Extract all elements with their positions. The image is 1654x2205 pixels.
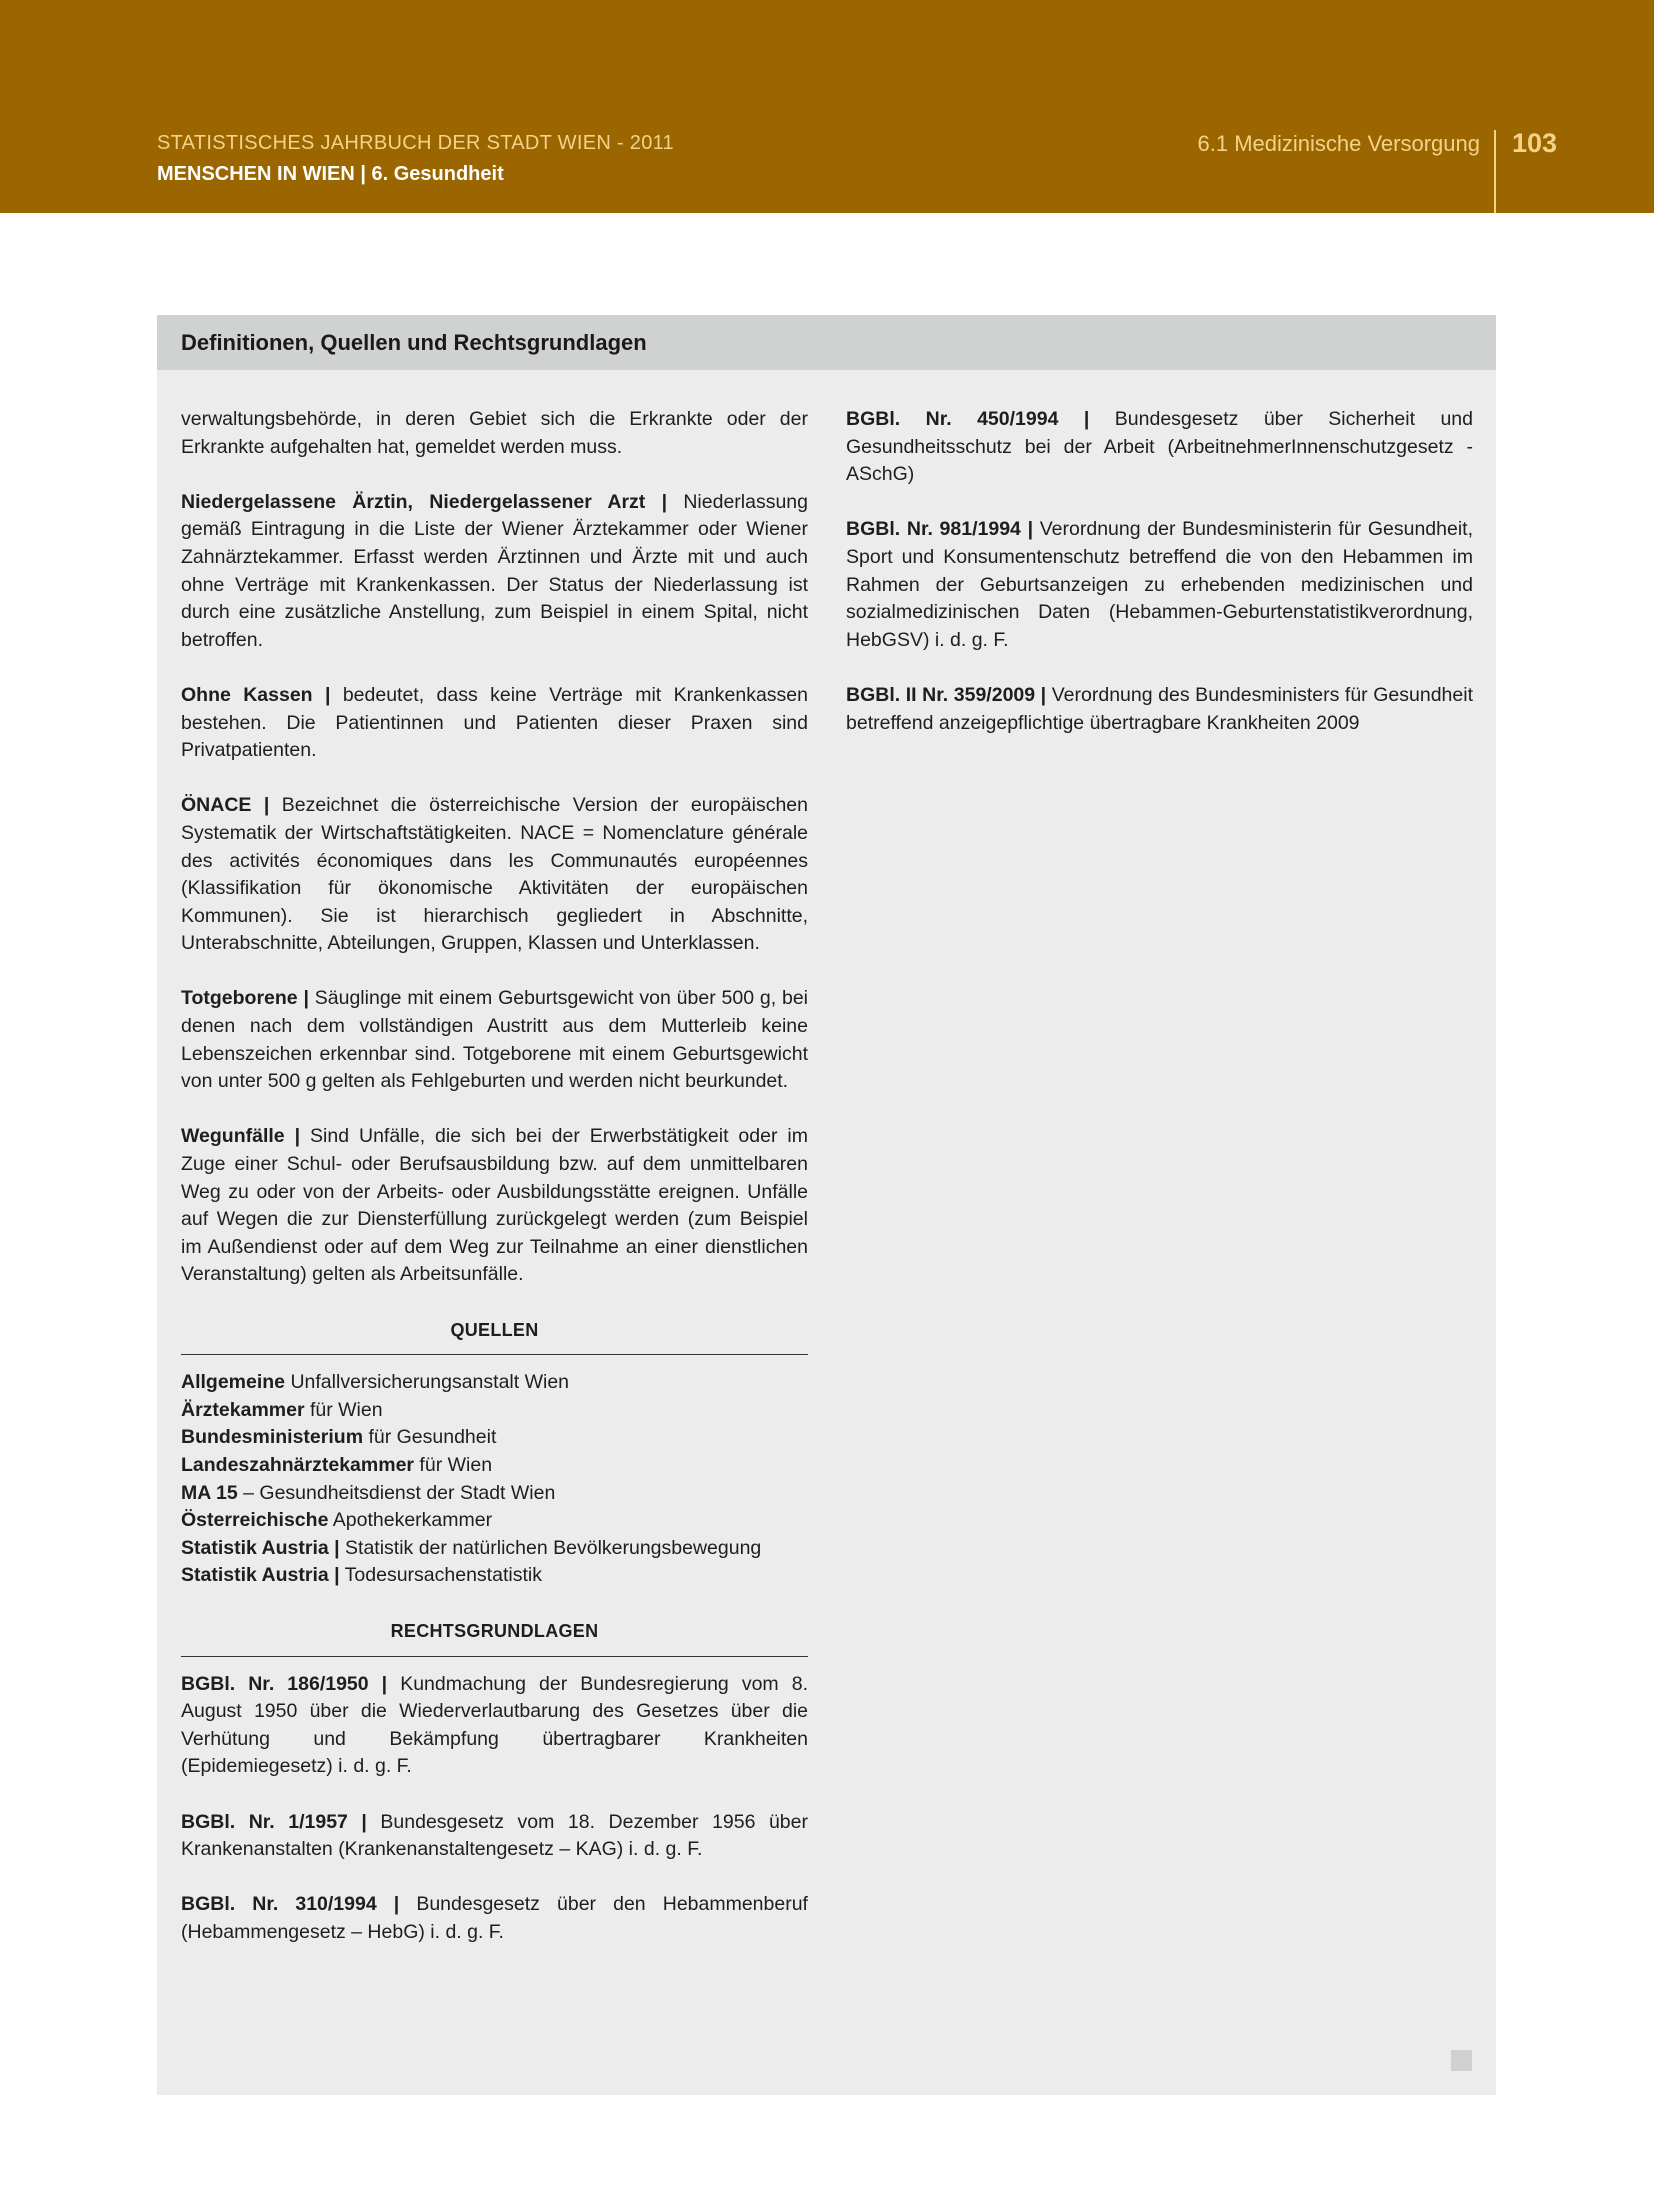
legal-paragraph [181,1891,808,1946]
source-item [181,1397,808,1425]
definition-text: Bezeichnet die österreichische Version der europäischen Systematik der Wirtschaftstätigkeiten. NACE = Nomenclature générale des activités économiques dans les Communautés européennes (Klassifikation für ökonomische Aktivitäten der europäischen Kommunen). Sie ist hierarchisch gegliedert in Abschnitte, Unterabschnitte, Abteilungen, Gruppen, Klassen und Unterklassen. [181,794,808,955]
source-item [181,1424,808,1452]
header-divider [1494,130,1496,213]
legal-paragraph [181,1671,808,1781]
definition-paragraph [181,682,808,765]
left-column [181,406,808,1974]
source-name: Ärztekammer [181,1398,305,1421]
legal-text: Bundesgesetz über den Hebammenberuf (Hebammengesetz – HebG) i. d. g. F. [181,1893,808,1943]
definition-text: Niederlassung gemäß Eintragung in die Liste der Wiener Ärztekammer oder Wiener Zahnärztekammer. Erfasst werden Ärztinnen und Ärzte mit und auch ohne Verträge mit Krankenkassen. Der Status der Niederlassung ist durch eine zusätzliche Anstellung, zum Beispiel in einem Spital, nicht betroffen. [181,490,808,651]
legal-reference: BGBl. Nr. 186/1950 | [181,1672,388,1695]
legal-paragraph [181,1809,808,1864]
legal-paragraph [846,406,1473,489]
source-detail: für Wien [304,1398,383,1421]
right-column [846,406,1473,765]
legal-heading: RECHTSGRUNDLAGEN [181,1618,808,1657]
definition-paragraph [181,985,808,1095]
definition-term: Niedergelassene Ärztin, Niedergelassener Arzt | [181,490,668,513]
sources-heading: QUELLEN [181,1317,808,1356]
definition-term: Ohne Kassen | [181,683,331,706]
definition-term: ÖNACE | [181,794,270,817]
legal-paragraph [846,516,1473,654]
page-header [0,0,1654,213]
legal-reference: BGBl. Nr. 1/1957 | [181,1810,367,1833]
definition-paragraph [181,1123,808,1289]
definition-text: bedeutet, dass keine Verträge mit Krankenkassen bestehen. Die Patientinnen und Patienten dieser Praxen sind Privatpatienten. [181,683,808,762]
definition-term: Wegunfälle | [181,1125,301,1148]
legal-reference: BGBl. II Nr. 359/2009 | [846,683,1047,706]
source-item [181,1507,808,1535]
source-detail: Todesursachenstatistik [339,1564,542,1587]
source-name: Statistik Austria | [181,1536,340,1559]
page-number: 103 [1512,128,1558,158]
definition-text: Säuglinge mit einem Geburtsgewicht von über 500 g, bei denen nach dem vollständigen Austritt aus dem Mutterleib keine Lebenszeichen erkennbar sind. Totgeborene mit einem Geburtsgewicht von unter 500 g gelten als Fehlgeburten und werden nicht beurkundet. [181,987,809,1093]
source-detail: Statistik der natürlichen Bevölkerungsbewegung [339,1536,762,1559]
legal-text: Kundmachung der Bundesregierung vom 8. August 1950 über die Wiederverlautbarung des Gesetzes über die Verhütung und Bekämpfung übertragbarer Krankheiten (Epidemiegesetz) i. d. g. F. [181,1672,808,1778]
legal-text: Verordnung der Bundesministerin für Gesundheit, Sport und Konsumentenschutz betreffend die von den Hebammen im Rahmen der Geburtsanzeigen zu erhebenden medizinischen und sozialmedizinischen Daten (Hebammen-Geburtenstatistikverordnung, HebGSV) i. d. g. F. [846,518,1473,651]
corner-marker [1451,2050,1472,2071]
section-title: 6.1 Medizinische Versorgung [1197,131,1480,156]
definition-paragraph [181,489,808,655]
box-header [157,315,1496,370]
sources-list [181,1369,808,1590]
source-name: Landeszahnärztekammer [181,1453,415,1476]
source-detail: für Wien [414,1453,493,1476]
source-item [181,1452,808,1480]
source-name: Österreichische [181,1509,329,1532]
source-name: Allgemeine [181,1371,286,1394]
source-name: Bundesministerium [181,1426,364,1449]
yearbook-title: STATISTISCHES JAHRBUCH DER STADT WIEN - 2011 [157,132,674,154]
source-name: Statistik Austria | [181,1564,340,1587]
box-title: Definitionen, Quellen und Rechtsgrundlagen [181,330,647,355]
legal-paragraph [846,682,1473,737]
legal-reference: BGBl. Nr. 981/1994 | [846,518,1034,541]
source-item [181,1562,808,1590]
definition-paragraph [181,792,808,958]
source-detail: Apothekerkammer [328,1509,493,1532]
source-name: MA 15 [181,1481,238,1504]
intro-paragraph: verwaltungsbehörde, in deren Gebiet sich die Erkrankte oder der Erkrankte aufgehalten hat, gemeldet werden muss. [181,408,808,458]
legal-text: Verordnung des Bundesministers für Gesundheit betreffend anzeigepflichtige übertragbare Krankheiten 2009 [846,683,1473,734]
legal-text: Bundesgesetz über Sicherheit und Gesundheitsschutz bei der Arbeit (ArbeitnehmerInnenschutzgesetz - ASchG) [846,408,1473,486]
definition-term: Totgeborene | [181,987,309,1010]
legal-text: Bundesgesetz vom 18. Dezember 1956 über Krankenanstalten (Krankenanstaltengesetz – KAG) i. d. g. F. [181,1810,808,1861]
source-item [181,1535,808,1563]
definition-text: Sind Unfälle, die sich bei der Erwerbstätigkeit oder im Zuge einer Schul- oder Berufsausbildung bzw. auf dem unmittelbaren Weg zu oder von der Arbeits- oder Ausbildungsstätte ereignen. Unfälle auf Wegen die zur Diensterfüllung zurückgelegt werden (zum Beispiel im Außendienst oder auf dem Weg zur Teilnahme an einer dienstlichen Veranstaltung) gelten als Arbeitsunfälle. [181,1125,808,1286]
legal-reference: BGBl. Nr. 310/1994 | [181,1893,400,1916]
chapter-subtitle: MENSCHEN IN WIEN | 6. Gesundheit [157,163,504,185]
source-detail: Unfallversicherungsanstalt Wien [285,1371,570,1394]
source-detail: – Gesundheitsdienst der Stadt Wien [237,1481,556,1504]
source-item [181,1480,808,1508]
source-detail: für Gesundheit [363,1426,497,1449]
legal-reference: BGBl. Nr. 450/1994 | [846,408,1090,430]
source-item [181,1369,808,1397]
